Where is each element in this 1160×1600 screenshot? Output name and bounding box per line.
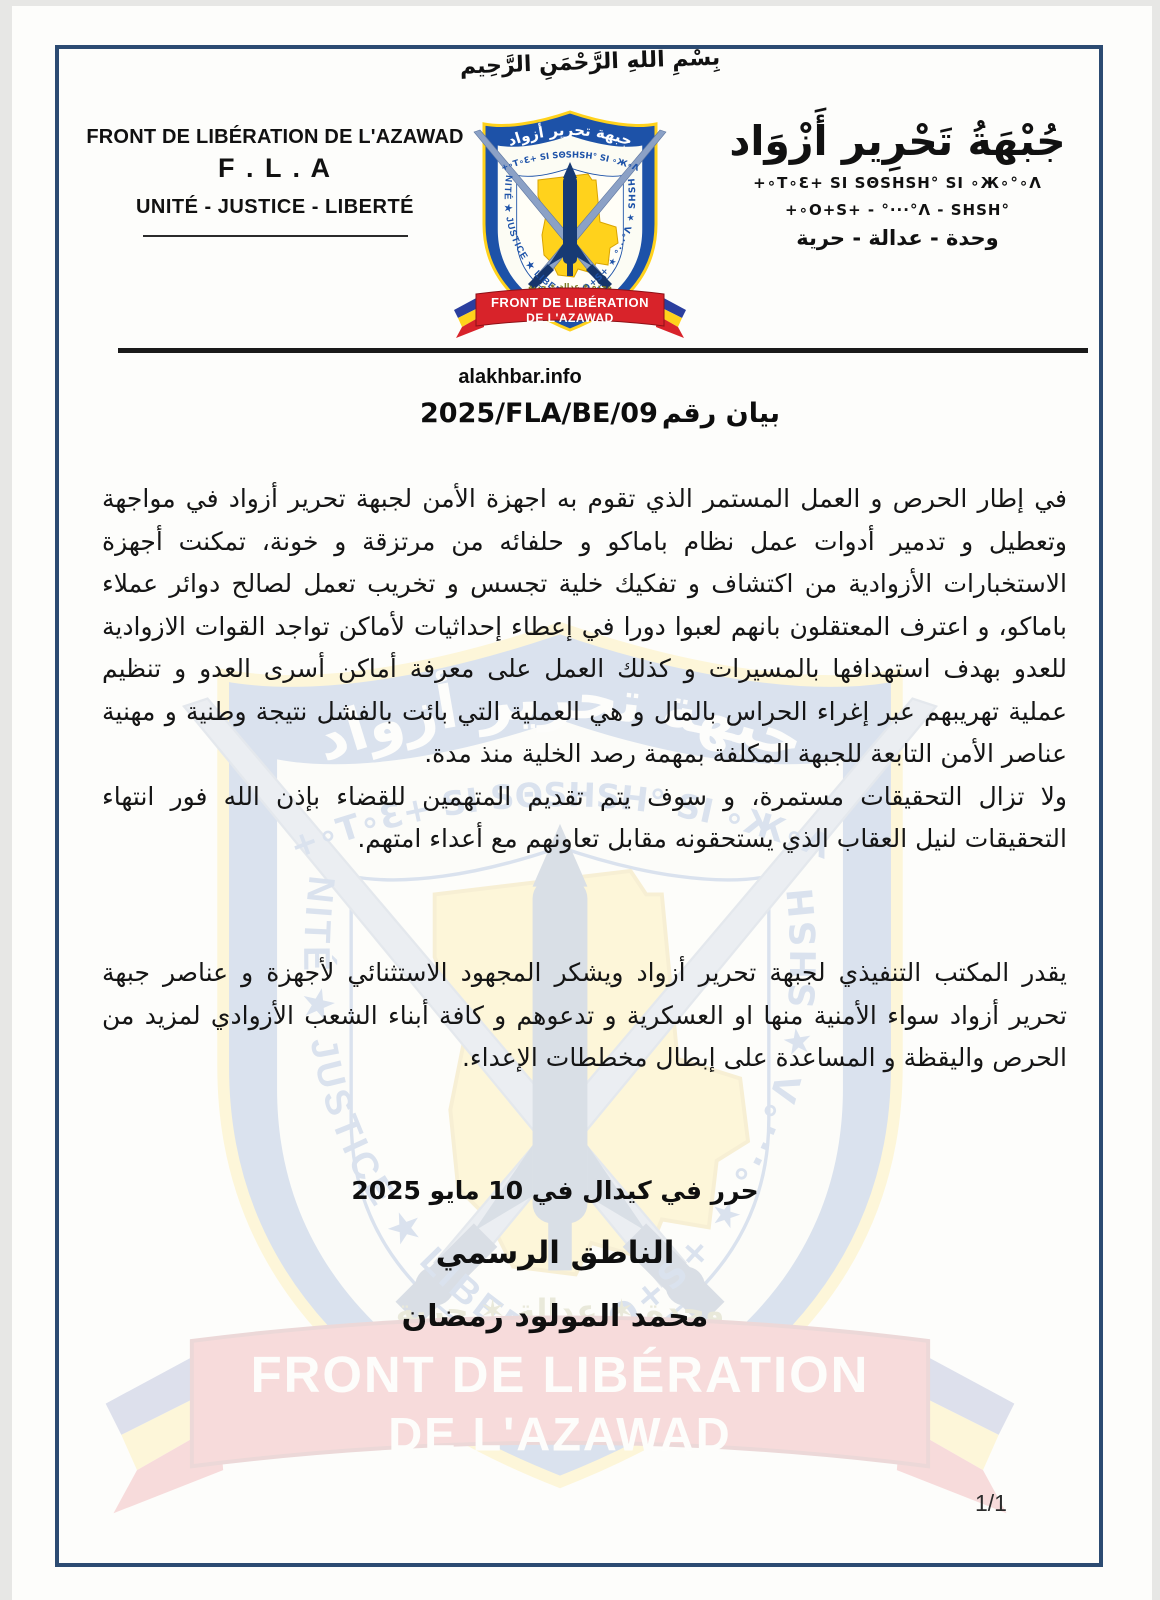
org-acronym: F . L . A	[217, 153, 332, 183]
page-number: 1/1	[975, 1490, 1007, 1516]
spokesperson-name: محمد المولود رمضان	[401, 1299, 709, 1334]
tifinagh-line-1: +∘T∘Ɛ+ SI SΘSHSH° SI ∘Ж∘°∘Λ	[753, 174, 1042, 193]
header-left-block	[85, 126, 465, 237]
org-name-ar: جُبْهَةُ تَحْرِير أَزْوَاد	[729, 117, 1066, 165]
source-site-label: alakhbar.info	[458, 366, 582, 388]
paragraph-1: في إطار الحرص و العمل المستمر الذي تقوم به اجهزة الأمن لجبهة تحرير أزواد في مواجهة وتعطيل و تدمير أدوات عمل نظام باماكو و حلفائه من مرتزقة و خونة، تمكنت أجهزة الاستخبارات الأزوادية من اكتشاف و تفكيك خلية تجسس و تخريب تعمل لصالح دوائر عملاء باماكو، و اعترف المعتقلون بانهم لعبوا دورا في إعطاء إحداثيات لأماكن تواجد القوات الازوادية للعدو بهدف استهدافها بالمسيرات و كذلك العمل على معرفة أماكن أسرى العدو و تنظيم عملية تهريبهم عبر إغراء الحراس بالمال و هي العملية التي بائت بالفشل نتيجة وطنية و مهنية عناصر الأمن التابعة للجبهة المكلفة بمهمة رصد الخلية منذ مدة.	[102, 484, 1067, 768]
date-place-line: حرر في كيدال في 10 مايو 2025	[351, 1176, 759, 1205]
statement-title	[100, 398, 1100, 429]
header-underline	[143, 235, 408, 237]
signature-block	[100, 1176, 1010, 1334]
paragraph-3: يقدر المكتب التنفيذي لجبهة تحرير أزواد ويشكر المجهود الاستثنائي لأجهزة و عناصر جبهة تحرير أزواد سواء الأمنية منها او العسكرية و تدعوهم و كافة أبناء الشعب الأزوادي لمزيد من الحرص واليقظة و المساعدة على إبطال مخططات الإعداء.	[102, 958, 1067, 1072]
body-paragraphs-1	[102, 478, 1067, 861]
body-paragraphs-2	[102, 952, 1067, 1080]
spokesperson-title: الناطق الرسمي	[435, 1235, 675, 1271]
motto-fr: UNITÉ - JUSTICE - LIBERTÉ	[135, 196, 415, 218]
header-right-block	[725, 118, 1070, 250]
document-page	[12, 6, 1152, 1600]
bismillah-calligraphy: بِسْمِ اللهِ الرَّحْمَنِ الرَّحِيم	[459, 45, 721, 80]
statement-reference: 2025/FLA/BE/09	[420, 398, 658, 429]
tifinagh-line-2: +∘O+S+ - °···°Λ - SHSH°	[785, 201, 1010, 220]
paragraph-2: ولا تزال التحقيقات مستمرة، و سوف يتم تقديم المتهمين للقضاء بإذن الله فور انتهاء التحقيقات لنيل العقاب الذي يستحقونه مقابل تعاونهم مع أعداء امتهم.	[102, 781, 1067, 853]
header-divider-line	[118, 348, 1088, 353]
motto-ar: وحدة - عدالة - حرية	[796, 226, 999, 251]
statement-label-ar: بيان رقم	[661, 398, 781, 429]
fla-crest-icon	[450, 96, 690, 346]
org-name-fr: FRONT DE LIBÉRATION DE L'AZAWAD	[86, 126, 464, 148]
